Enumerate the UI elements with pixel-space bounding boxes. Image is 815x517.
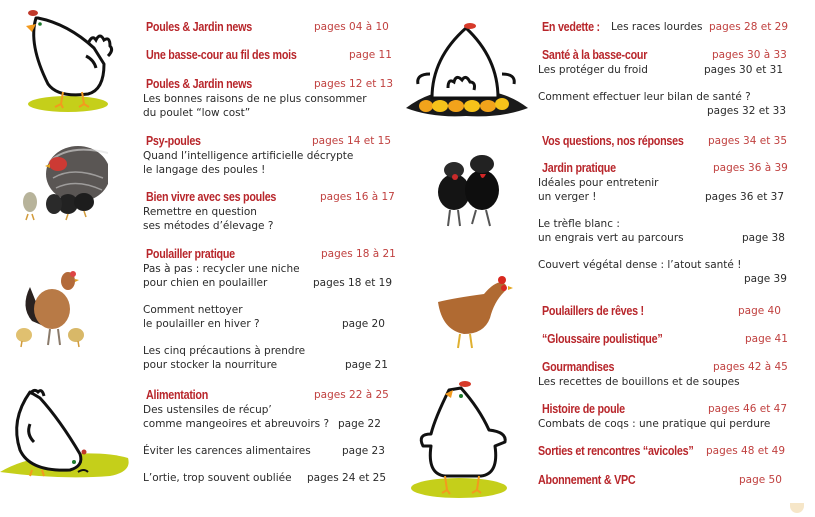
article-line: Couvert végétal dense : l’atout santé ! <box>538 259 742 271</box>
section-pages: pages 36 à 39 <box>713 162 788 174</box>
section-pages: page 40 <box>738 305 781 317</box>
section-pages: pages 22 à 25 <box>314 389 389 401</box>
section-pages: pages 28 et 29 <box>709 21 789 33</box>
section-title: En vedette : <box>542 20 600 34</box>
section-title: Vos questions, nos réponses <box>542 134 684 148</box>
toc-entry[interactable] <box>538 443 798 459</box>
article-line: Remettre en question <box>143 206 257 218</box>
drawn-hen-on-nest-icon <box>402 18 532 118</box>
black-polish-chickens-photo <box>428 150 508 230</box>
article-line <box>538 63 788 77</box>
article-line: Les recettes de bouillons et de soupes <box>538 376 740 388</box>
toc-entry[interactable] <box>143 387 393 485</box>
section-title: Psy-poules <box>146 134 201 148</box>
toc-entry[interactable] <box>146 47 396 63</box>
section-pages: pages 12 et 13 <box>314 78 394 90</box>
section-pages: pages 14 et 15 <box>312 135 392 147</box>
toc-entry[interactable] <box>538 359 788 389</box>
section-title: Alimentation <box>146 388 209 402</box>
article-line: Les cinq précautions à prendre <box>143 345 306 357</box>
toc-entry[interactable] <box>542 331 792 347</box>
barred-hen-with-chicks-photo <box>18 138 108 223</box>
article-line: ses métodes d’élevage ? <box>143 220 274 232</box>
toc-entry[interactable] <box>146 19 396 35</box>
article-line <box>143 417 393 431</box>
section-title: Gourmandises <box>542 360 615 374</box>
article-line-text: un engrais vert au parcours <box>538 232 684 244</box>
toc-entry[interactable] <box>538 160 788 285</box>
section-title: Poules & Jardin news <box>146 77 252 91</box>
toc-entry[interactable] <box>143 76 393 120</box>
toc-entry[interactable] <box>538 401 788 431</box>
page-corner-mark <box>790 503 804 513</box>
section-title: Santé à la basse-cour <box>542 48 648 62</box>
article-pages: page 38 <box>742 232 785 244</box>
drawn-hen-front-icon <box>405 378 513 498</box>
article-pages: page 23 <box>342 445 385 457</box>
article-line <box>143 276 393 290</box>
toc-entry[interactable] <box>538 47 788 117</box>
article-line-text: le poulailler en hiver ? <box>143 318 260 330</box>
toc-entry[interactable] <box>542 19 792 35</box>
section-pages: page 41 <box>745 333 788 345</box>
article-pages: pages 18 et 19 <box>313 277 393 289</box>
toc-entry[interactable] <box>542 303 792 319</box>
section-title: Histoire de poule <box>542 402 625 416</box>
article-line: du poulet “low cost” <box>143 107 251 119</box>
section-pages: pages 18 à 21 <box>321 248 396 260</box>
section-title: Jardin pratique <box>542 161 616 175</box>
article-line <box>538 231 788 245</box>
section-title: Poulaillers de rêves ! <box>542 304 644 318</box>
section-pages: pages 42 à 45 <box>713 361 788 373</box>
article-line <box>538 190 788 204</box>
article-pages: pages 30 et 31 <box>704 64 784 76</box>
section-pages: pages 16 à 17 <box>320 191 395 203</box>
article-line: Des ustensiles de récup’ <box>143 404 272 416</box>
article-pages: page 39 <box>744 273 787 285</box>
section-title: Bien vivre avec ses poules <box>146 190 277 204</box>
article-line: Le trèfle blanc : <box>538 218 620 230</box>
article-pages: page 20 <box>342 318 385 330</box>
article-line <box>143 444 393 458</box>
red-hen-photo <box>434 272 514 352</box>
article-line <box>143 471 393 485</box>
drawn-hen-pecking-icon <box>0 380 132 480</box>
article-line-text: pour stocker la nourriture <box>143 359 278 371</box>
section-pages: pages 46 et 47 <box>708 403 788 415</box>
toc-entry[interactable] <box>542 133 792 149</box>
article-line-text: L’ortie, trop souvent oubliée <box>143 472 292 484</box>
toc-entry[interactable] <box>143 133 393 177</box>
article-line-text: Les protéger du froid <box>538 64 648 76</box>
article-line: Pas à pas : recycler une niche <box>143 263 300 275</box>
section-pages: page 11 <box>349 49 392 61</box>
article-line: Idéales pour entretenir <box>538 177 659 189</box>
article-line-text: un verger ! <box>538 191 597 203</box>
section-title: Une basse-cour au fil des mois <box>146 48 297 62</box>
article-line: Combats de coqs : une pratique qui perdure <box>538 418 771 430</box>
article-line-text: Éviter les carences alimentaires <box>143 445 311 457</box>
article-pages: pages 36 et 37 <box>705 191 785 203</box>
article-pages: page 22 <box>338 418 381 430</box>
section-pages: pages 34 et 35 <box>708 135 788 147</box>
article-line <box>143 317 393 331</box>
section-title: “Gloussaire poulistique” <box>542 332 663 346</box>
article-line <box>143 358 393 372</box>
section-title: Abonnement & VPC <box>538 473 636 487</box>
article-line: Les bonnes raisons de ne plus consommer <box>143 93 367 105</box>
section-title: Poules & Jardin news <box>146 20 252 34</box>
article-line: Quand l’intelligence artificielle décrypte <box>143 150 354 162</box>
section-subtitle: Les races lourdes <box>611 21 703 33</box>
section-pages: pages 04 à 10 <box>314 21 389 33</box>
section-title: Sorties et rencontres “avicoles” <box>538 444 694 458</box>
drawn-hen-standing-icon <box>8 4 133 114</box>
article-line: Comment nettoyer <box>143 304 243 316</box>
toc-entry[interactable] <box>143 246 396 372</box>
section-title: Poulailler pratique <box>146 247 235 261</box>
toc-entry[interactable] <box>143 189 393 233</box>
section-pages: pages 30 à 33 <box>712 49 787 61</box>
article-line: le langage des poules ! <box>143 164 266 176</box>
brown-hen-with-chicks-photo <box>12 265 87 350</box>
article-line-text: pour chien en poulailler <box>143 277 268 289</box>
section-pages: page 50 <box>739 474 782 486</box>
article-line: Comment effectuer leur bilan de santé ? <box>538 91 751 103</box>
toc-entry[interactable] <box>538 472 788 488</box>
article-pages: pages 24 et 25 <box>307 472 387 484</box>
section-pages: pages 48 et 49 <box>706 445 786 457</box>
article-pages: page 21 <box>345 359 388 371</box>
article-line-text: comme mangeoires et abreuvoirs ? <box>143 418 330 430</box>
article-pages: pages 32 et 33 <box>707 105 787 117</box>
